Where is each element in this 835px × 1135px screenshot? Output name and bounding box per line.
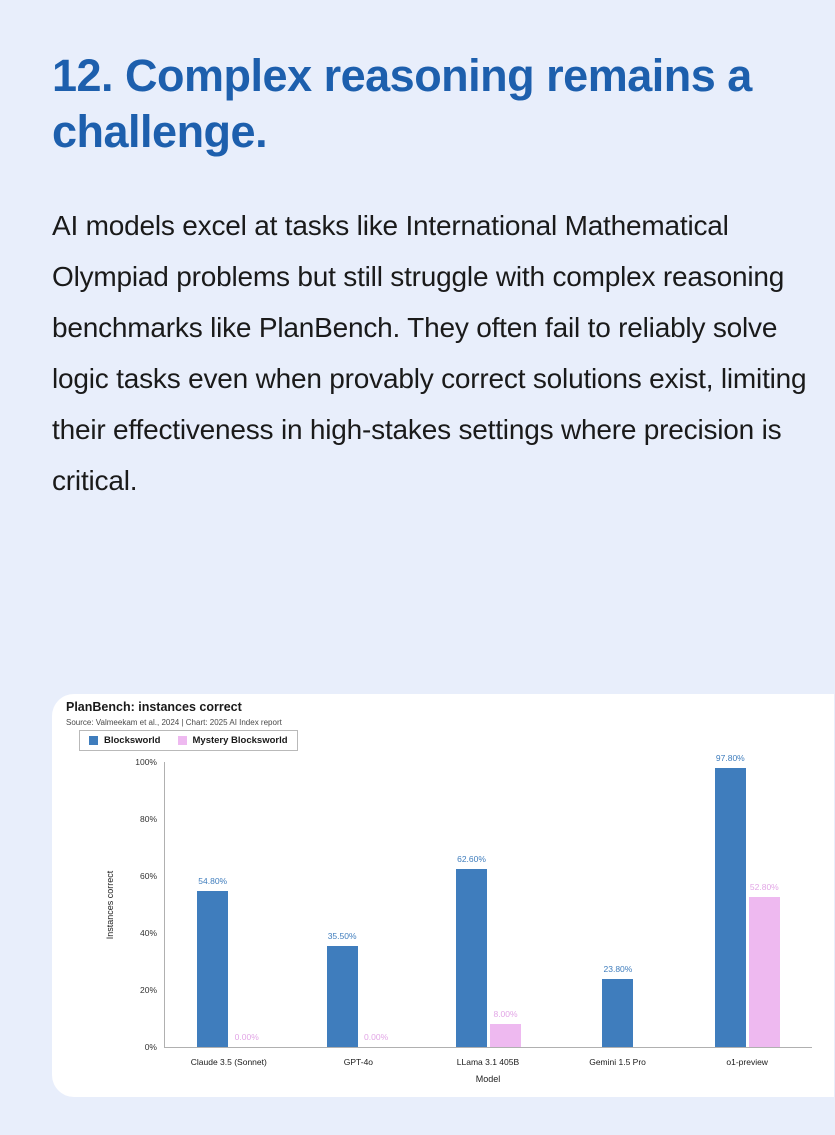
x-tick-label: GPT-4o bbox=[343, 1057, 374, 1067]
bar-value: 35.50% bbox=[327, 930, 357, 941]
bar-group bbox=[683, 753, 812, 1047]
y-tick: 40% bbox=[139, 928, 157, 938]
bar-value: 52.80% bbox=[749, 881, 779, 892]
y-axis-label: Instances correct bbox=[105, 870, 115, 940]
y-tick: 80% bbox=[139, 814, 157, 824]
bar-value: 62.60% bbox=[457, 853, 486, 864]
chart-card bbox=[52, 694, 834, 1097]
body-paragraph: AI models excel at tasks like International Mathematical Olympiad problems but still struggle with complex reasoning benchmarks like PlanBench. They often fail to reliably solve logic tasks even when provably correct solutions exist, limiting their effectiveness in high-stakes settings where precision is critical. bbox=[52, 210, 807, 496]
bar-value: 54.80% bbox=[198, 875, 228, 886]
y-tick: 60% bbox=[139, 871, 157, 881]
chart-title: PlanBench: instances correct bbox=[66, 700, 242, 714]
y-tick: 0% bbox=[144, 1042, 157, 1052]
bar-mystery-blocksworld[interactable] bbox=[749, 881, 780, 1048]
bar-groups bbox=[165, 753, 812, 1047]
bar-blocksworld[interactable] bbox=[197, 875, 228, 1047]
x-axis-tick-labels bbox=[164, 1057, 812, 1067]
legend-item-mystery-blocksworld bbox=[178, 735, 288, 746]
x-axis-label: Model bbox=[475, 1074, 501, 1084]
bar-group bbox=[553, 762, 682, 1047]
bar-value: 0.00% bbox=[364, 1032, 389, 1042]
legend-label: Blocksworld bbox=[104, 735, 161, 746]
bar-blocksworld[interactable] bbox=[327, 930, 358, 1047]
bar-value: 0.00% bbox=[234, 1032, 259, 1042]
bar-value: 8.00% bbox=[493, 1009, 518, 1020]
bar-mystery-blocksworld[interactable] bbox=[490, 1009, 521, 1047]
chart-legend bbox=[79, 730, 298, 751]
x-tick-label: Gemini 1.5 Pro bbox=[589, 1057, 646, 1067]
x-tick-label: LLama 3.1 405B bbox=[456, 1057, 520, 1067]
bar-group bbox=[294, 762, 423, 1047]
bar-blocksworld[interactable] bbox=[456, 853, 487, 1047]
legend-item-blocksworld bbox=[89, 735, 161, 746]
legend-swatch-icon bbox=[178, 736, 187, 745]
page-title: 12. Complex reasoning remains a challenge. bbox=[52, 50, 752, 157]
x-tick-label: Claude 3.5 (Sonnet) bbox=[190, 1057, 267, 1067]
bar-blocksworld[interactable] bbox=[715, 753, 746, 1047]
x-axis-line bbox=[164, 1047, 812, 1048]
plot-area bbox=[105, 753, 812, 1084]
bar-group bbox=[424, 762, 553, 1047]
bar-value: 23.80% bbox=[603, 964, 633, 975]
y-tick: 20% bbox=[139, 985, 157, 995]
x-tick-label: o1-preview bbox=[726, 1057, 768, 1067]
bar-group bbox=[165, 762, 294, 1047]
legend-label: Mystery Blocksworld bbox=[192, 735, 288, 746]
legend-swatch-icon bbox=[89, 736, 98, 745]
y-tick: 100% bbox=[135, 757, 157, 767]
bar-value: 97.80% bbox=[715, 753, 745, 764]
bar-blocksworld[interactable] bbox=[602, 964, 633, 1047]
chart-source: Source: Valmeekam et al., 2024 | Chart: 2025 AI Index report bbox=[66, 718, 282, 727]
